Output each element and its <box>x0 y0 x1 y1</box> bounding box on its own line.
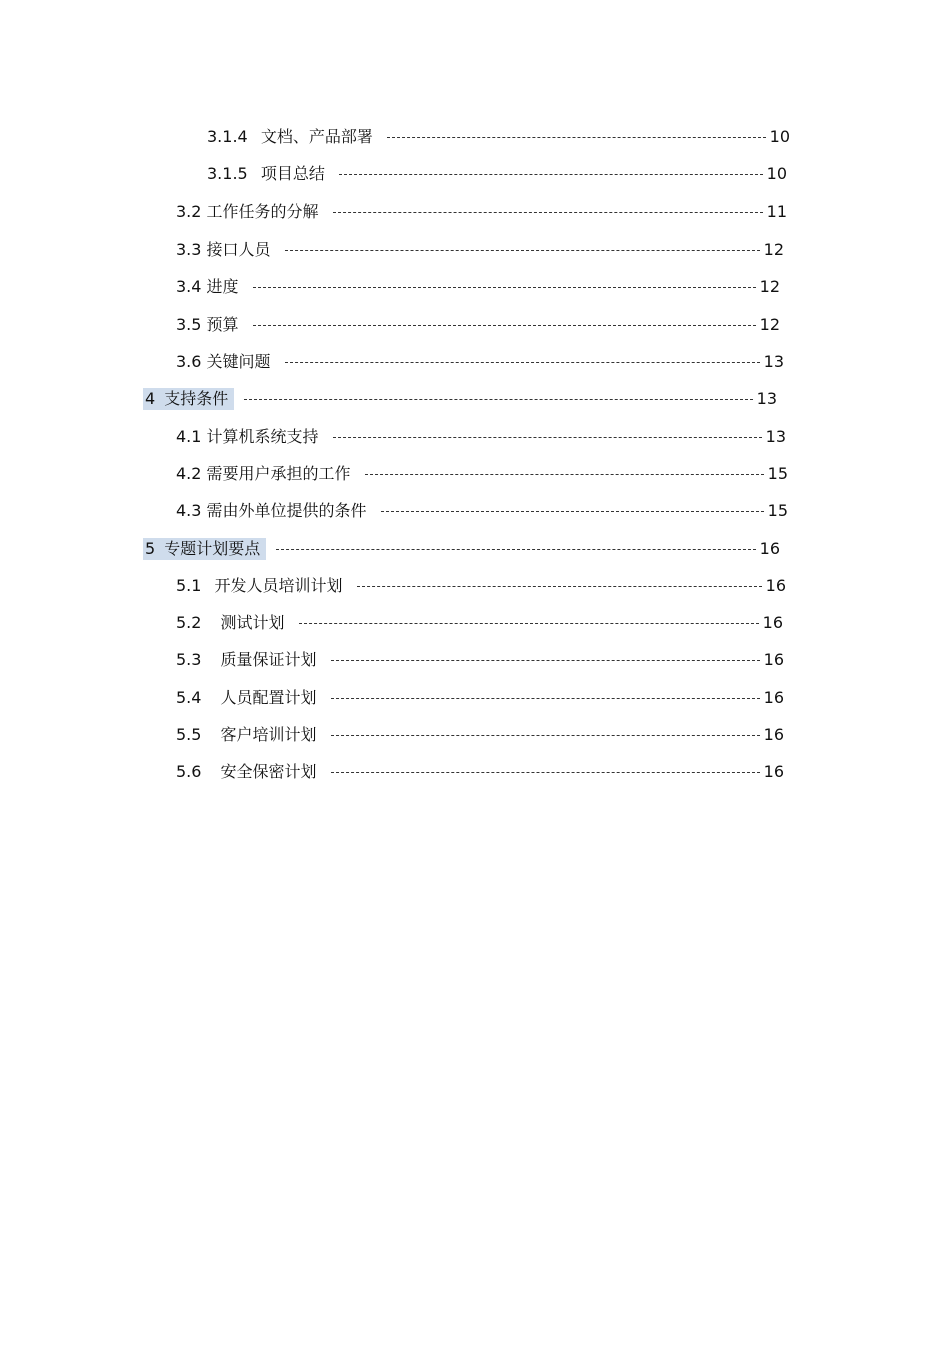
toc-entry-number: 3.5 <box>176 315 202 334</box>
toc-entry-page: 16 <box>765 576 786 595</box>
toc-entry[interactable] <box>207 163 787 185</box>
toc-entry[interactable] <box>176 649 784 671</box>
toc-entry-title: 专题计划要点 <box>164 539 261 558</box>
toc-entry-page: 11 <box>766 202 787 221</box>
toc-leader-dashes <box>253 276 756 298</box>
toc-entry[interactable] <box>207 126 790 148</box>
toc-entry-title: 项目总结 <box>260 164 325 183</box>
toc-entry-page: 10 <box>766 164 787 183</box>
toc-entry[interactable] <box>176 426 786 448</box>
toc-entry-number: 3.1.4 <box>207 127 248 146</box>
toc-entry-page: 16 <box>762 613 783 632</box>
toc-entry-number: 3.4 <box>176 277 202 296</box>
toc-leader-dashes <box>333 201 763 223</box>
toc-entry-page: 12 <box>759 315 780 334</box>
toc-entry[interactable] <box>176 239 784 261</box>
toc-entry[interactable] <box>176 314 780 336</box>
toc-leader-dashes <box>285 239 760 261</box>
toc-entry-number: 3.3 <box>176 240 202 259</box>
toc-entry-number: 4.3 <box>176 501 202 520</box>
toc-entry-title: 接口人员 <box>206 240 271 259</box>
toc-entry-number: 4 <box>145 389 156 408</box>
toc-entry-label-highlighted <box>143 388 234 410</box>
toc-entry[interactable] <box>176 724 784 746</box>
toc-entry[interactable] <box>176 201 787 223</box>
toc-entry-title: 文档、产品部署 <box>260 127 373 146</box>
toc-leader-dashes <box>381 500 764 522</box>
toc-entry-label <box>207 126 377 148</box>
toc-entry-label <box>176 612 289 634</box>
toc-leader-dashes <box>339 163 763 185</box>
toc-entry-title: 质量保证计划 <box>220 650 317 669</box>
toc-leader-dashes <box>387 126 766 148</box>
toc-entry-title: 需要用户承担的工作 <box>206 464 351 483</box>
toc-entry-title: 需由外单位提供的条件 <box>206 501 367 520</box>
toc-leader-dashes <box>299 612 759 634</box>
toc-leader-dashes <box>276 538 755 560</box>
toc-entry-number: 5.4 <box>176 688 202 707</box>
toc-entry-label <box>176 649 321 671</box>
toc-entry-page: 16 <box>763 650 784 669</box>
toc-entry[interactable] <box>176 612 783 634</box>
toc-entry-number: 5.1 <box>176 576 202 595</box>
toc-entry-label-highlighted <box>143 538 266 560</box>
toc-leader-dashes <box>285 351 760 373</box>
toc-entry-label <box>176 276 243 298</box>
toc-entry[interactable] <box>176 276 780 298</box>
toc-entry[interactable] <box>176 575 786 597</box>
toc-entry-label <box>176 314 243 336</box>
toc-entry-page: 16 <box>763 725 784 744</box>
toc-entry-page: 15 <box>767 464 788 483</box>
toc-leader-dashes <box>357 575 762 597</box>
toc-entry-number: 5 <box>145 539 156 558</box>
toc-entry-number: 3.2 <box>176 202 202 221</box>
toc-entry-title: 安全保密计划 <box>220 762 317 781</box>
toc-entry-label <box>176 575 347 597</box>
toc-entry-label <box>176 463 355 485</box>
toc-entry-label <box>176 239 275 261</box>
toc-entry-number: 5.2 <box>176 613 202 632</box>
toc-entry-number: 5.6 <box>176 762 202 781</box>
toc-entry-label <box>207 163 329 185</box>
toc-leader-dashes <box>365 463 764 485</box>
toc-leader-dashes <box>331 761 760 783</box>
toc-entry-title: 计算机系统支持 <box>206 427 319 446</box>
toc-entry-title: 关键问题 <box>206 352 271 371</box>
toc-entry-page: 13 <box>763 352 784 371</box>
toc-entry-title: 测试计划 <box>220 613 285 632</box>
toc-entry-title: 支持条件 <box>164 389 229 408</box>
toc-entry[interactable] <box>176 463 788 485</box>
toc-entry[interactable] <box>176 761 784 783</box>
toc-entry-page: 12 <box>763 240 784 259</box>
toc-entry-label <box>176 761 321 783</box>
toc-entry[interactable] <box>143 388 777 410</box>
toc-entry-label <box>176 500 371 522</box>
toc-entry-number: 5.3 <box>176 650 202 669</box>
toc-leader-dashes <box>331 687 760 709</box>
toc-entry-title: 人员配置计划 <box>220 688 317 707</box>
toc-entry-label <box>176 201 323 223</box>
toc-entry[interactable] <box>176 351 784 373</box>
toc-leader-dashes <box>333 426 762 448</box>
toc-entry-page: 16 <box>763 762 784 781</box>
toc-leader-dashes <box>331 649 760 671</box>
toc-entry-label <box>176 426 323 448</box>
toc-entry-page: 12 <box>759 277 780 296</box>
toc-entry-page: 16 <box>759 539 780 558</box>
toc-entry[interactable] <box>143 538 780 560</box>
toc-entry-page: 15 <box>767 501 788 520</box>
toc-entry-number: 4.2 <box>176 464 202 483</box>
toc-entry-number: 3.6 <box>176 352 202 371</box>
toc-entry-title: 开发人员培训计划 <box>214 576 343 595</box>
toc-entry-number: 4.1 <box>176 427 202 446</box>
toc-entry-number: 3.1.5 <box>207 164 248 183</box>
toc-entry-label <box>176 687 321 709</box>
toc-entry[interactable] <box>176 687 784 709</box>
toc-leader-dashes <box>253 314 756 336</box>
toc-entry-label <box>176 724 321 746</box>
toc-entry-page: 10 <box>769 127 790 146</box>
toc-entry-number: 5.5 <box>176 725 202 744</box>
toc-entry-title: 预算 <box>206 315 239 334</box>
toc-entry-page: 13 <box>756 389 777 408</box>
toc-entry-title: 客户培训计划 <box>220 725 317 744</box>
toc-entry-title: 工作任务的分解 <box>206 202 319 221</box>
toc-entry-page: 13 <box>765 427 786 446</box>
toc-entry[interactable] <box>176 500 788 522</box>
toc-entry-title: 进度 <box>206 277 239 296</box>
toc-entry-label <box>176 351 275 373</box>
toc-leader-dashes <box>331 724 760 746</box>
toc-leader-dashes <box>244 388 752 410</box>
toc-entry-page: 16 <box>763 688 784 707</box>
